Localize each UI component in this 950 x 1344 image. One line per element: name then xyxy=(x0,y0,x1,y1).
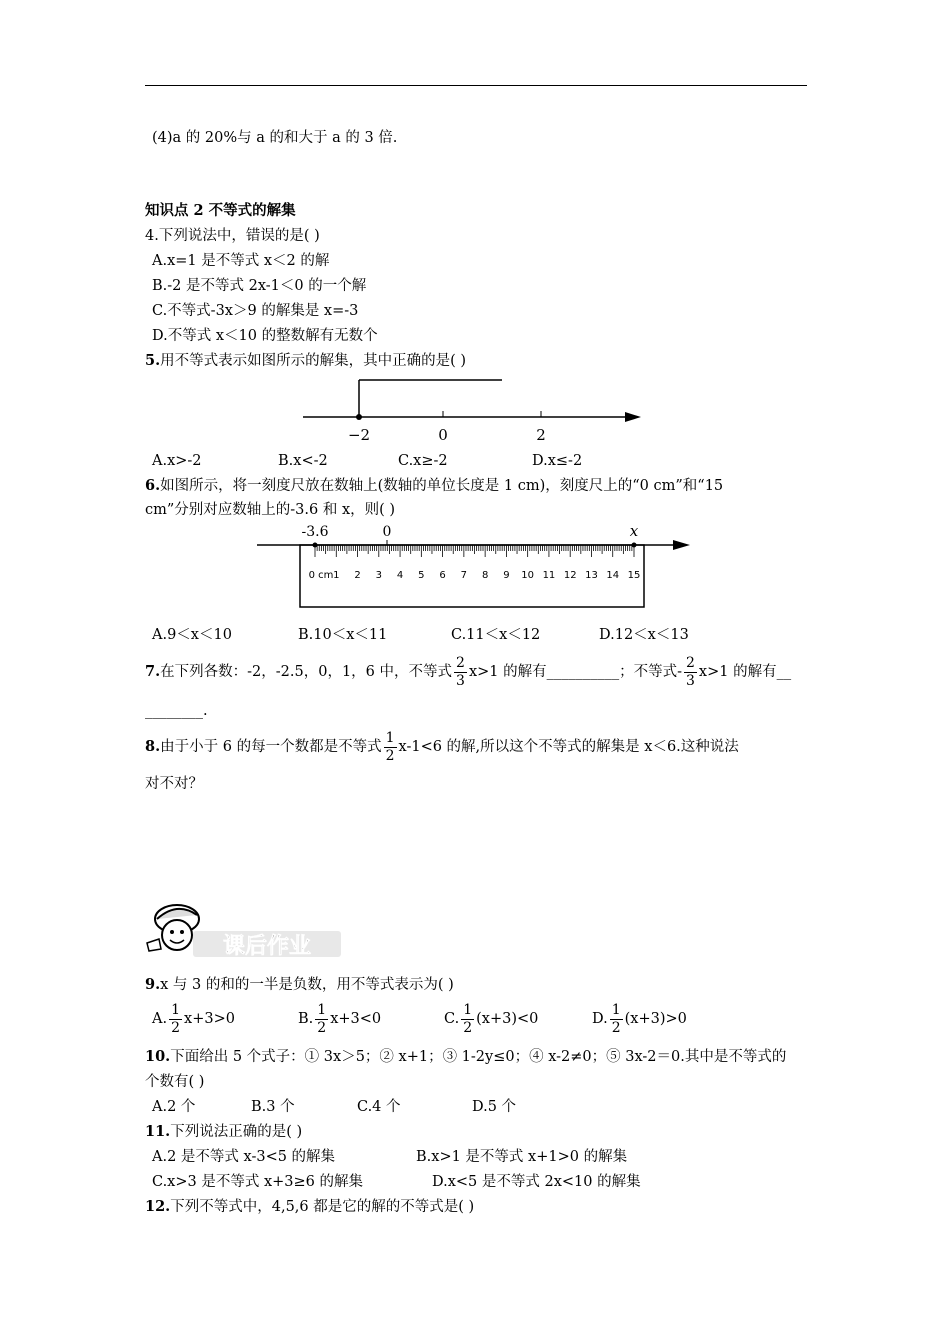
q6-stem-line1: 6.如图所示，将一刻度尺放在数轴上(数轴的单位长度是 1 cm)，刻度尺上的“0 cm”和“15 xyxy=(145,477,724,494)
ruler-label: 14 xyxy=(606,570,620,581)
q11-option-a: A.2 是不等式 x-3<5 的解集 xyxy=(152,1149,336,1165)
ruler-label: 0 cm xyxy=(308,570,334,581)
q5-option-d: D.x≤-2 xyxy=(532,453,583,469)
q8-fraction: $\frac{1}{2}$ xyxy=(385,729,395,764)
line-4: (4)a 的 20%与 a 的和大于 a 的 3 倍. xyxy=(152,130,398,146)
q4-option-a: A.x=1 是不等式 x＜2 的解 xyxy=(152,253,330,269)
q10-option-c: C.4 个 xyxy=(357,1099,401,1115)
q11-stem: 11.下列说法正确的是( ) xyxy=(145,1123,303,1140)
q4-option-d: D.不等式 x＜10 的整数解有无数个 xyxy=(152,328,378,344)
ruler-label: 10 xyxy=(521,570,535,581)
ruler-label: 6 xyxy=(439,570,446,581)
q11-option-c: C.x>3 是不等式 x+3≥6 的解集 xyxy=(152,1174,363,1190)
q5-stem: 5.用不等式表示如图所示的解集，其中正确的是( ) xyxy=(145,352,467,369)
q5-option-b: B.x<-2 xyxy=(278,453,328,469)
ruler-label: 11 xyxy=(542,570,556,581)
ruler-label: 4 xyxy=(396,570,404,581)
q10-stem-line2: 个数有( ) xyxy=(145,1074,205,1090)
q8-line1: 8.由于小于 6 的每一个数都是不等式 $\frac{1}{2}$ x-1<6 的解,所以这个不等式的解集是 x＜6.这种说法 xyxy=(145,729,739,764)
q9-stem: 9.x 与 3 的和的一半是负数，用不等式表示为( ) xyxy=(145,976,454,993)
point-x xyxy=(632,543,637,548)
ruler-label: 12 xyxy=(563,570,577,581)
q6-option-d: D.12＜x＜13 xyxy=(599,627,689,643)
q10-option-b: B.3 个 xyxy=(251,1099,295,1115)
q9-option-c: C. $\frac{1}{2}$ (x+3)<0 xyxy=(444,1001,539,1036)
q8-line2: 对不对？ xyxy=(145,776,203,792)
ruler-label: 15 xyxy=(627,570,641,581)
axis-label-neg3-6: -3.6 xyxy=(301,524,329,540)
q9-option-d: D. $\frac{1}{2}$ (x+3)>0 xyxy=(592,1001,687,1036)
q6-option-c: C.11＜x＜12 xyxy=(451,627,541,643)
label-2: 2 xyxy=(536,426,546,444)
point-neg3-6 xyxy=(313,543,318,548)
q5-number-line xyxy=(295,372,655,447)
q5-option-c: C.x≥-2 xyxy=(398,453,448,469)
q6-stem-line2: cm”分别对应数轴上的-3.6 和 x，则( ) xyxy=(145,502,396,518)
q5-option-a: A.x>-2 xyxy=(152,453,202,469)
q10-stem-line1: 10.下面给出 5 个式子：① 3x＞5；② x+1；③ 1-2y≤0；④ x-2≠0；⑤ 3x-2＝0.其中是不等式的 xyxy=(145,1048,787,1065)
q7-line1: 7.在下列各数：-2，-2.5，0，1，6 中，不等式 $\frac{2}{3}$ x>1 的解有__________；不等式- $\frac{2}{3}$ x>1 的解有__ xyxy=(145,654,792,689)
ruler-label: 5 xyxy=(418,570,425,581)
q4-option-b: B.-2 是不等式 2x-1＜0 的一个解 xyxy=(152,278,367,294)
q7-fraction-1: $\frac{2}{3}$ xyxy=(456,654,465,689)
solid-point xyxy=(356,414,362,420)
q12-stem: 12.下列不等式中，4,5,6 都是它的解的不等式是( ) xyxy=(145,1198,475,1215)
ruler-label: 7 xyxy=(460,570,468,581)
ruler-label: 1 xyxy=(333,570,340,581)
homework-title: 课后作业 xyxy=(222,934,312,959)
header-rule xyxy=(145,85,807,86)
axis-label-0: 0 xyxy=(382,524,392,540)
section-title: 知识点 2 不等式的解集 xyxy=(145,202,296,219)
q10-option-a: A.2 个 xyxy=(152,1099,196,1115)
q11-option-b: B.x>1 是不等式 x+1>0 的解集 xyxy=(416,1149,628,1165)
axis-arrow xyxy=(625,412,641,422)
q10-option-d: D.5 个 xyxy=(472,1099,517,1115)
homework-logo xyxy=(143,895,343,959)
axis-arrow xyxy=(673,540,690,550)
q7-fraction-2: $\frac{2}{3}$ xyxy=(686,654,695,689)
q4-stem: 4.下列说法中，错误的是( ) xyxy=(145,228,320,244)
ruler-label: 9 xyxy=(503,570,510,581)
cartoon-face-icon xyxy=(162,920,192,950)
ruler-label: 2 xyxy=(354,570,361,581)
q11-option-d: D.x<5 是不等式 2x<10 的解集 xyxy=(432,1174,641,1190)
q6-option-b: B.10＜x＜11 xyxy=(298,627,388,643)
ruler-label: 13 xyxy=(585,570,598,581)
q9-option-a: A. $\frac{1}{2}$ x+3>0 xyxy=(152,1001,235,1036)
ruler-label: 8 xyxy=(481,570,489,581)
label-0: 0 xyxy=(438,426,448,444)
label-neg2: −2 xyxy=(347,426,371,444)
axis-label-x: x xyxy=(629,522,639,540)
q6-option-a: A.9＜x＜10 xyxy=(152,627,232,643)
cartoon-hand-icon xyxy=(147,939,161,951)
q6-ruler-figure xyxy=(255,520,695,612)
q4-option-c: C.不等式-3x＞9 的解集是 x=-3 xyxy=(152,303,359,319)
ruler-label: 3 xyxy=(375,570,382,581)
q9-option-b: B. $\frac{1}{2}$ x+3<0 xyxy=(298,1001,382,1036)
q7-line2: ________. xyxy=(145,703,208,719)
